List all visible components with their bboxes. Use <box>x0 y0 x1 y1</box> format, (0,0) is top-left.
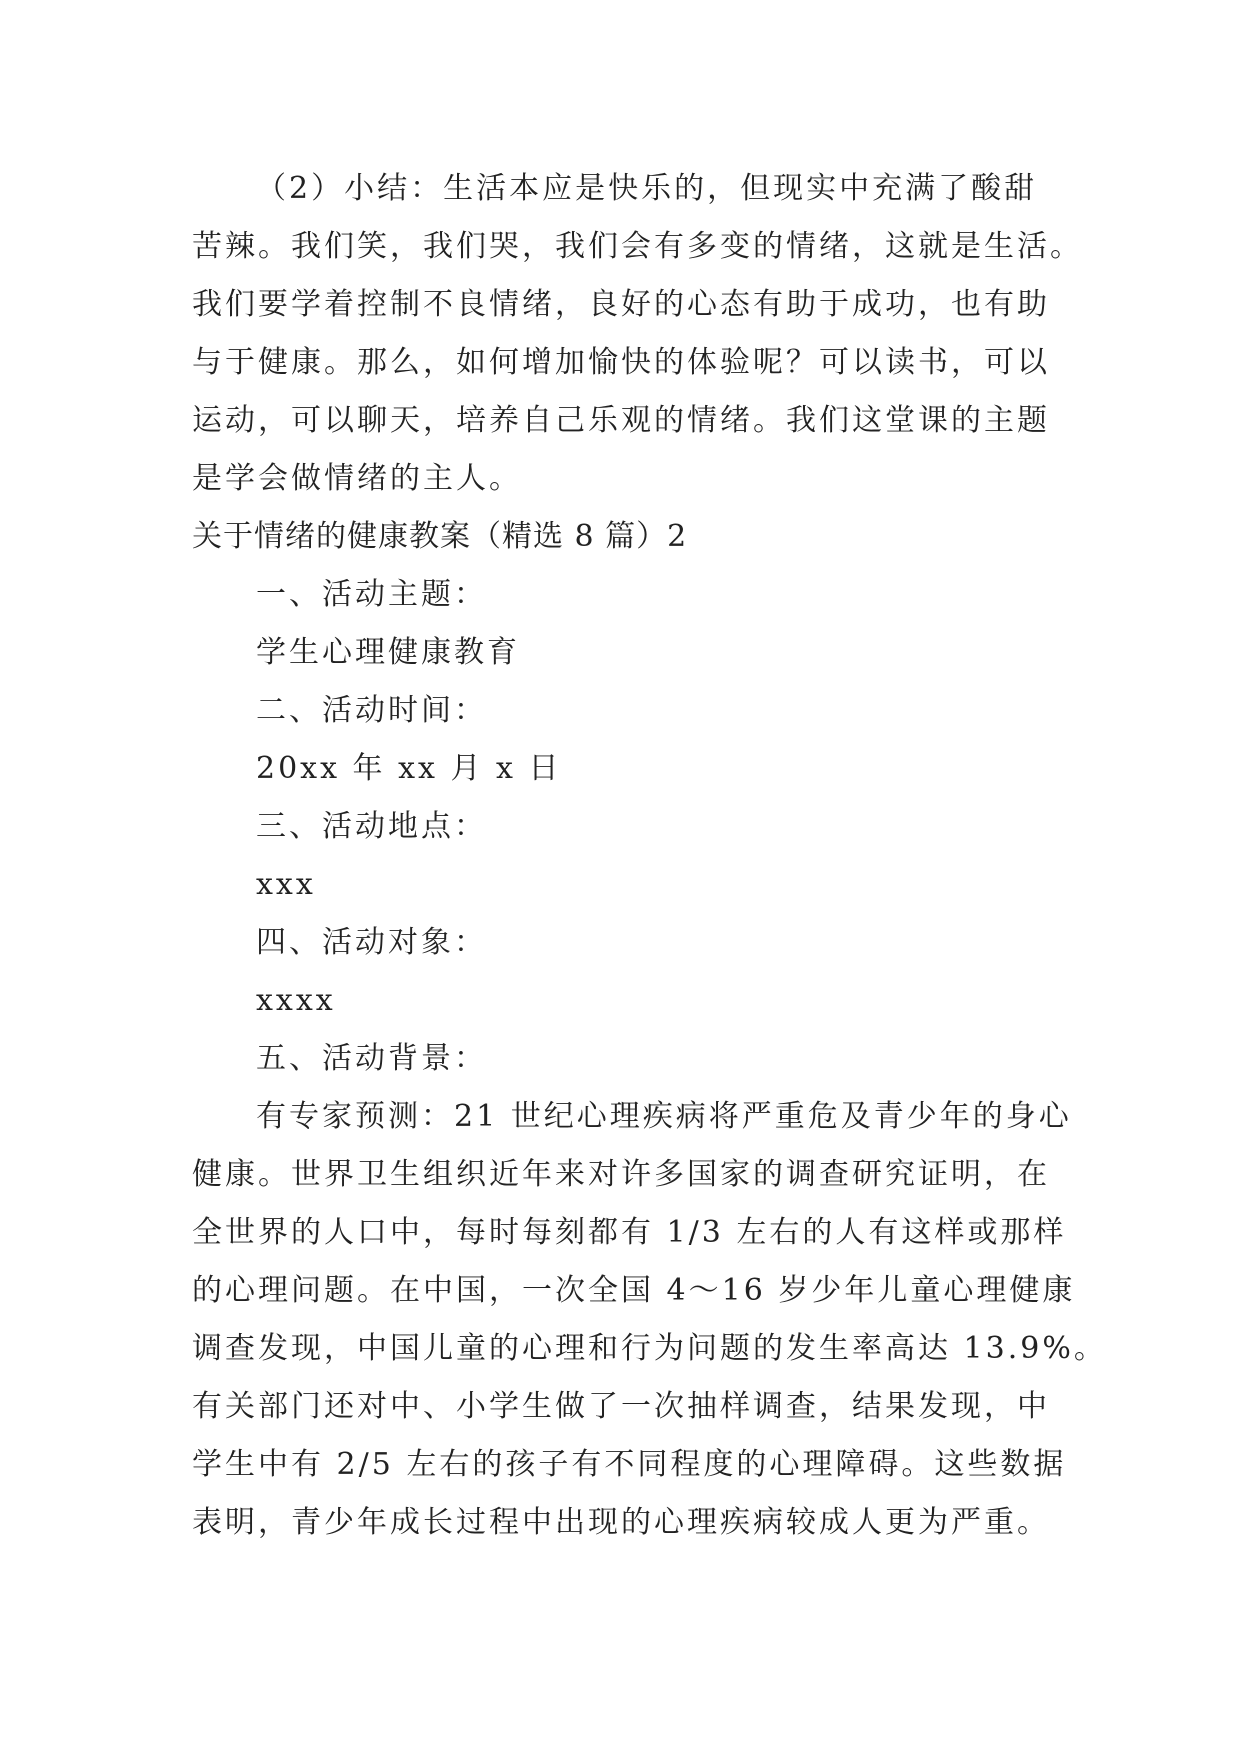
paragraph-line: 是学会做情绪的主人。 <box>192 461 522 496</box>
paragraph-line: 运动，可以聊天，培养自己乐观的情绪。我们这堂课的主题 <box>192 403 1050 438</box>
paragraph-line: 我们要学着控制不良情绪，良好的心态有助于成功，也有助 <box>192 287 1050 322</box>
paragraph-line: （2）小结：生活本应是快乐的，但现实中充满了酸甜 <box>256 171 1038 206</box>
summary-paragraph <box>192 160 1083 508</box>
paragraph-line: 健康。世界卫生组织近年来对许多国家的调查研究证明，在 <box>192 1157 1050 1192</box>
place-value: xxx <box>256 867 316 902</box>
place-heading: 三、活动地点： <box>256 809 487 844</box>
section-title: 关于情绪的健康教案（精选 8 篇）2 <box>192 519 688 554</box>
paragraph-line: 学生中有 2/5 左右的孩子有不同程度的心理障碍。这些数据 <box>192 1447 1067 1482</box>
document-body <box>192 160 1107 1552</box>
paragraph-line: 表明，青少年成长过程中出现的心理疾病较成人更为严重。 <box>192 1505 1050 1540</box>
paragraph-line: 调查发现，中国儿童的心理和行为问题的发生率高达 13.9%。 <box>192 1331 1107 1366</box>
background-heading: 五、活动背景： <box>256 1041 487 1076</box>
time-heading: 二、活动时间： <box>256 693 487 728</box>
paragraph-line: 苦辣。我们笑，我们哭，我们会有多变的情绪，这就是生活。 <box>192 229 1083 264</box>
paragraph-line: 有专家预测：21 世纪心理疾病将严重危及青少年的身心 <box>256 1099 1072 1134</box>
theme-value: 学生心理健康教育 <box>256 635 520 670</box>
target-value: xxxx <box>256 983 336 1018</box>
paragraph-line: 有关部门还对中、小学生做了一次抽样调查，结果发现，中 <box>192 1389 1050 1424</box>
paragraph-line: 全世界的人口中，每时每刻都有 1/3 左右的人有这样或那样 <box>192 1215 1067 1250</box>
paragraph-line: 与于健康。那么，如何增加愉快的体验呢？可以读书，可以 <box>192 345 1050 380</box>
theme-heading: 一、活动主题： <box>256 577 487 612</box>
background-paragraph <box>192 1088 1107 1552</box>
time-value: 20xx 年 xx 月 x 日 <box>256 751 562 786</box>
paragraph-line: 的心理问题。在中国，一次全国 4～16 岁少年儿童心理健康 <box>192 1273 1076 1308</box>
target-heading: 四、活动对象： <box>256 925 487 960</box>
